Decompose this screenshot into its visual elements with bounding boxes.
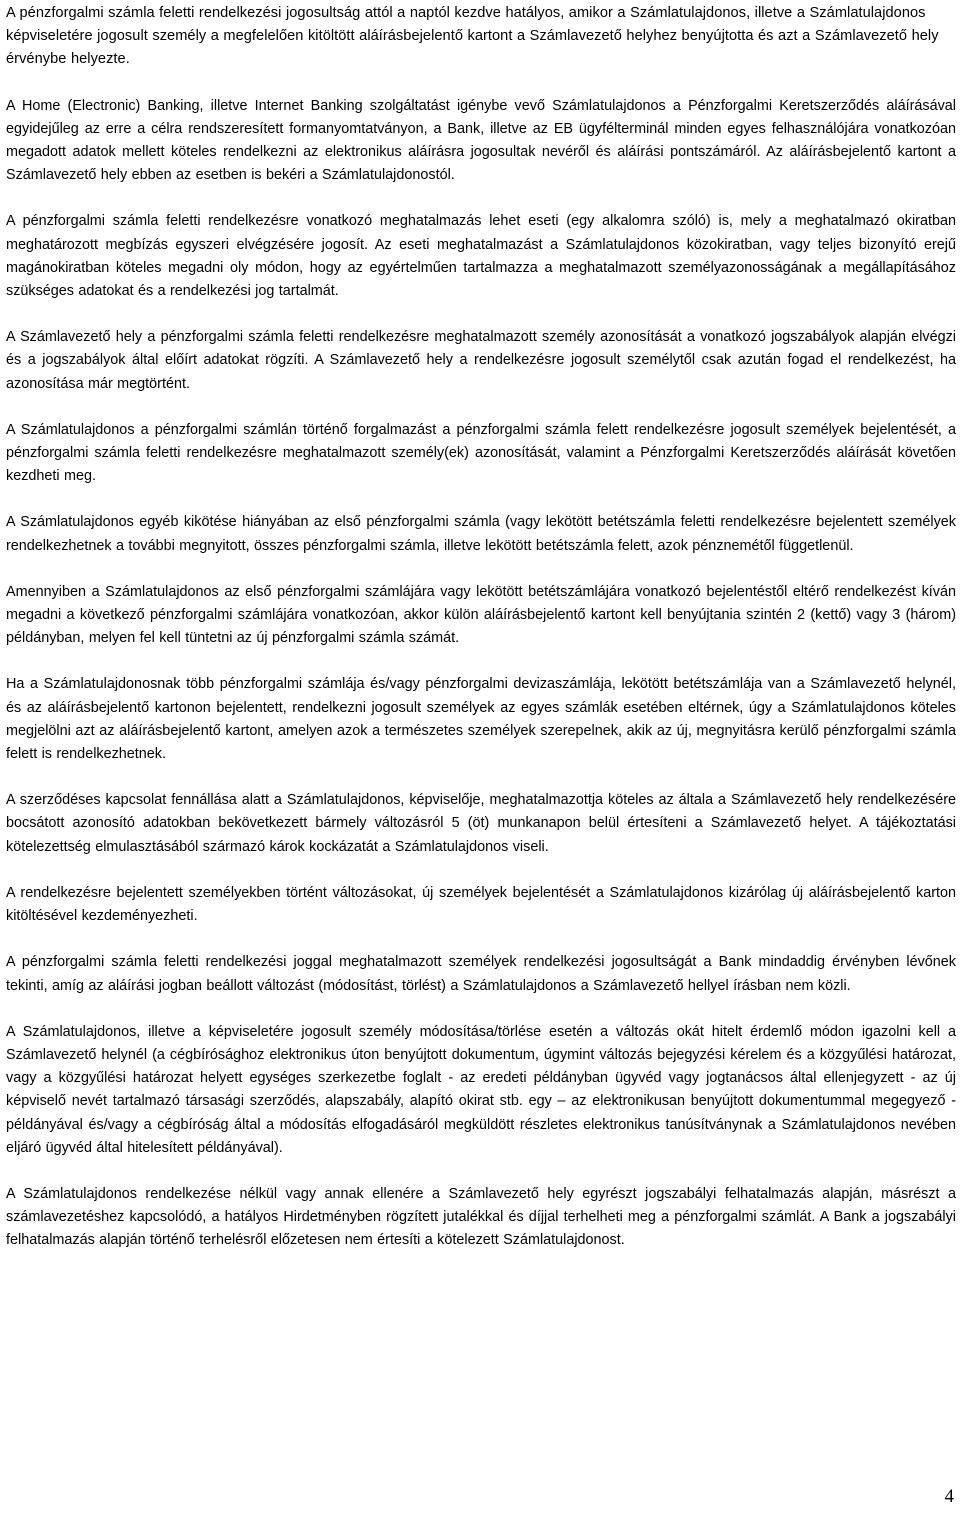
paragraph-different-mandate: Amennyiben a Számlatulajdonos az első pénzforgalmi számlájára vagy lekötött betétszámlájára vonatkozó bejelentéstől eltérő rendelkezést kíván megadni a következő pénzforgalmi számlájára vonatkozóan, akkor külön aláírásbejelentő kartont kell benyújtania szintén 2 (kettő) vagy 3 (három) példányban, melyen fel kell tüntetni az új pénzforgalmi számla számát. (6, 583, 956, 647)
paragraph-signature-validity: A pénzforgalmi számla feletti rendelkezési jogosultság attól a naptól kezdve hatályos, amikor a Számlatulajdonos, illetve a Számlatulajdonos képviseletére jogosult személy a megfelelően kitöltött aláírásbejelentő kartont a Számlavezető helyhez benyújtotta és azt a Számlavezető hely érvénybe helyezte. (6, 5, 939, 68)
page-number: 4 (944, 1486, 954, 1507)
paragraph-one-time-authorization: A pénzforgalmi számla feletti rendelkezésre vonatkozó meghatalmazás lehet eseti (egy alkalomra szóló) is, mely a meghatalmazó okiratban meghatározott megbízás egyszeri elvégzésére jogosít. Az eseti meghatalmazást a Számlatulajdonos közokiratban, vagy teljes bizonyító erejű magánokiratban köteles megadni oly módon, hogy az egyértelműen tartalmazza a meghatalmazott személyazonosságának a megállapításához szükséges adatokat és a rendelkezési jog tartalmát. (6, 213, 956, 300)
paragraph-electronic-banking: A Home (Electronic) Banking, illetve Internet Banking szolgáltatást igénybe vevő Számlatulajdonos a Pénzforgalmi Keretszerződés aláírásával egyidejűleg az erre a célra rendszeresített formanyomtatványon, a Bank, illetve az EB ügyfélterminál minden egyes felhasználójára vonatkozóan megadott adatok mellett köteles rendelkezni az elektronikus aláírásra jogosultak nevéről és aláírási pontszámáról. Az aláírásbejelentő kartont a Számlavezető hely ebben az esetben is bekéri a Számlatulajdonostól. (6, 97, 956, 184)
paragraph-additional-accounts: A Számlatulajdonos egyéb kikötése hiányában az első pénzforgalmi számla (vagy lekötött betétszámla feletti rendelkezésre bejelentett személyek rendelkezhetnek a további megnyitott, összes pénzforgalmi számla, illetve lekötött betétszámla felett, azok pénznemétől függetlenül. (6, 514, 956, 554)
paragraph-modification-proof: A Számlatulajdonos, illetve a képviseletére jogosult személy módosítása/törlése esetén a változás okát hitelt érdemlő módon igazolni kell a Számlavezető helynél (a cégbírósághoz elektronikus úton benyújtott dokumentum, úgymint változás bejegyzési kérelem és a közgyűlési határozat, vagy a közgyűlési határozat helyett egységes szerkezetbe foglalt - az eredeti példányban ügyvéd vagy jogtanácsos által ellenjegyzett - az új képviselő nevét tartalmazó társasági szerződés, alapszabály, alapító okirat stb. egy – az elektronikusan benyújtott dokumentummal megegyező - példányával és/vagy a cégbíróság által a módosítás elfogadásáról megküldött részletes elektronikus tanúsítványnak a Számlatulajdonos nevében eljáró ügyvéd által hitelesített példányával). (6, 1023, 956, 1156)
paragraph-debit-without-mandate: A Számlatulajdonos rendelkezése nélkül vagy annak ellenére a Számlavezető hely egyrészt jogszabályi felhatalmazás alapján, másrészt a számlavezetéshez kapcsolódó, a hatályos Hirdetményben rögzített jutalékkal és díjjal terhelheti meg a pénzforgalmi számlát. A Bank a jogszabályi felhatalmazás alapján történő terhelésről előzetesen nem értesíti a kötelezett Számlatulajdonost. (6, 1185, 956, 1249)
document-page (6, 0, 956, 1253)
paragraph-validity-of-authorization: A pénzforgalmi számla feletti rendelkezési joggal meghatalmazott személyek rendelkezési jogosultságát a Bank mindaddig érvényben lévőnek tekinti, amíg az aláírási jogban beállott változást (módosítást, törlést) a Számlatulajdonos a Számlavezető hellyel írásban nem közli. (6, 954, 956, 994)
paragraph-identification: A Számlavezető hely a pénzforgalmi számla feletti rendelkezésre meghatalmazott személy azonosítását a vonatkozó jogszabályok alapján elvégzi és a jogszabályok által előírt adatokat rögzíti. A Számlavezető hely a rendelkezésre jogosult személytől csak azután fogad el rendelkezést, ha azonosítása már megtörtént. (6, 329, 956, 392)
paragraph-start-of-transactions: A Számlatulajdonos a pénzforgalmi számlán történő forgalmazást a pénzforgalmi számla felett rendelkezésre jogosult személyek bejelentését, a pénzforgalmi számla feletti rendelkezésre meghatalmazott személy(ek) azonosítását, valamint a Pénzforgalmi Keretszerződés aláírását követően kezdheti meg. (6, 421, 956, 485)
paragraph-change-notification: A szerződéses kapcsolat fennállása alatt a Számlatulajdonos, képviselője, meghatalmazottja köteles az általa a Számlavezető hely rendelkezésére bocsátott azonosító adatokban bekövetkezett bármely változásról 5 (öt) munkanapon belül értesíteni a Számlavezető helyet. A tájékoztatási kötelezettség elmulasztásából származó károk kockázatát a Számlatulajdonos viseli. (6, 792, 956, 855)
paragraph-new-persons: A rendelkezésre bejelentett személyekben történt változásokat, új személyek bejelentését a Számlatulajdonos kizárólag új aláírásbejelentő karton kitöltésével kezdeményezheti. (6, 884, 956, 925)
paragraph-multiple-accounts: Ha a Számlatulajdonosnak több pénzforgalmi számlája és/vagy pénzforgalmi devizaszámlája, lekötött betétszámlája van a Számlavezető helynél, és az aláírásbejelentő kartonon bejelentett, rendelkezni jogosult személyek az egyes számlák esetében eltérnek, úgy a Számlatulajdonos köteles megjelölni azt az aláírásbejelentő kartont, amelyen azok a természetes személyek szerepelnek, akik az új, megnyitásra kerülő pénzforgalmi számla felett is rendelkezhetnek. (6, 676, 956, 763)
